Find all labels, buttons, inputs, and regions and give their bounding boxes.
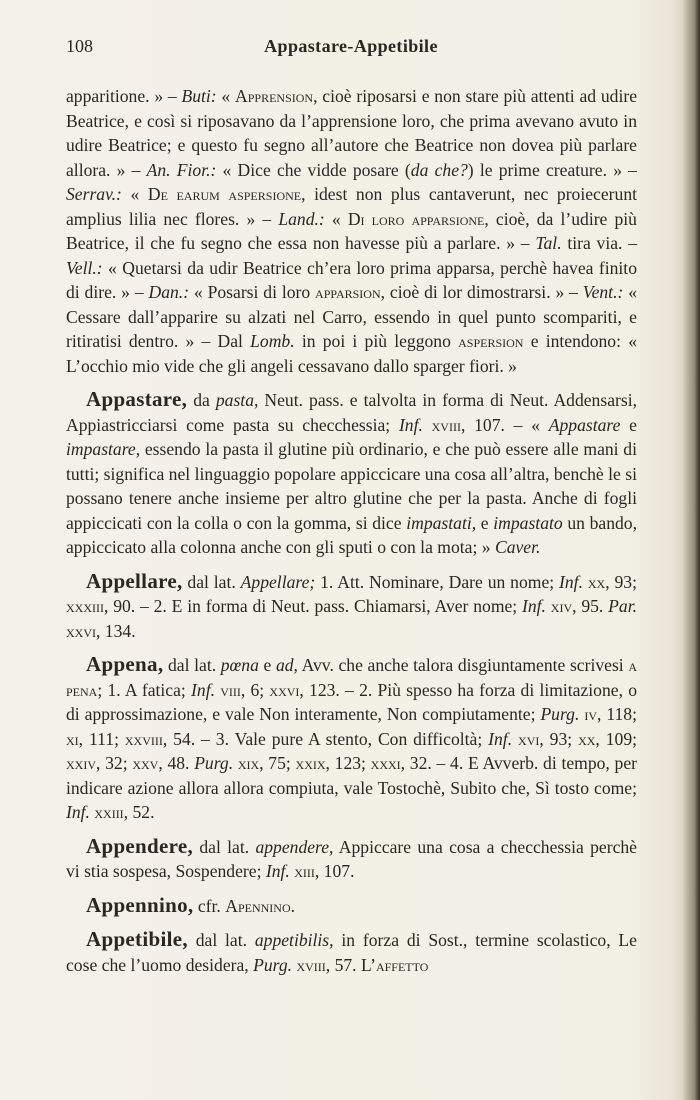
canto-number: xxv	[132, 753, 159, 773]
entry-appellare: Appellare, dal lat. Appellare; 1. Att. Nominare, Dare un nome; Inf. xx, 93; xxxiii, 90. – 2. E in forma di Neut. pass. Chiamarsi, Aver nome; Inf. xiv, 95. Par. xxvi, 134.	[66, 568, 637, 641]
headword: Appellare,	[86, 568, 183, 593]
canto-number: xx	[578, 728, 596, 749]
citation-work: Inf.	[66, 802, 90, 822]
book-spine-shadow	[682, 0, 700, 1100]
citation-work: Inf.	[559, 571, 583, 592]
canto-number: xxix	[295, 753, 326, 773]
source-abbrev: Caver.	[494, 537, 541, 557]
citation-work: Inf.	[191, 679, 215, 700]
headword: Appena,	[86, 652, 164, 676]
canto-number: xxiii	[94, 802, 124, 822]
quoted-term: Di loro apparsione	[347, 208, 485, 229]
source-abbrev: Buti:	[181, 86, 217, 106]
entry-appennino: Appennino, cfr. Apennino.	[86, 892, 296, 917]
canto-number: xxviii	[124, 728, 163, 749]
citation-work: Purg.	[253, 954, 293, 975]
page-header	[66, 36, 636, 60]
source-abbrev: Lomb.	[250, 331, 295, 351]
entry-appendere: Appendere, dal lat. appendere, Appiccare una cosa a checchessia perchè vi stia sospesa, Sospendere; Inf. xiii, 107.	[66, 833, 637, 881]
canto-number: xviii	[431, 414, 461, 435]
canto-number: xiv	[550, 596, 573, 616]
citation-work: Purg.	[194, 753, 234, 773]
canto-number: xxvi	[269, 679, 300, 700]
entry-continuation: apparitione. » – Buti: « Apprension, cioè riposarsi e non stare più attenti ad udire Beatrice, e così si riposavano da l’apprensione loro, che prima avevano avuto in udire Beatrice; e questo fu segno all’autore che Beatrice non dovea più parlare allora. » – An. Fior.: « Dice che vidde posare (da che?) le prime creature. » – Serrav.: « De earum aspersione, idest non plus cantaverunt, nec proiecerunt amplius lilia nec flores. » – Land.: « Di loro apparsione, cioè, da l’udire più Beatrice, il che fu segno che essa non havesse più a parlare. » – Tal. tira via. – Vell.: « Quetarsi da udir Beatrice ch’era loro prima apparsa, perchè havea finito di dire. » – Dan.: « Posarsi di loro apparsion, cioè di lor dimostrarsi. » – Vent.: « Cessare dall’apparire su alzati nel Carro, essendo in quel punto scompariti, e ritiratisi dentro. » – Dal Lomb. in poi i più leggono aspersion e intendono: « L’occhio mio vide che gli angeli cessavano dallo sparger fiori. »	[66, 86, 638, 376]
canto-number: xix	[237, 753, 260, 773]
cross-reference: Apennino	[225, 895, 291, 916]
quoted-term: De earum aspersione	[147, 184, 302, 204]
running-title: Appastare-Appetibile	[264, 36, 438, 56]
entry-appastare: Appastare, da pasta, Neut. pass. e talvolta in forma di Neut. Addensarsi, Appiastricciarsi come pasta su checchessia; Inf. xviii, 107. – « Appastare e impastare, essendo la pasta il glutine più ordinario, e che può essere alle mani di tutti; significa nel linguaggio popolare appiccicare una cosa all’altra, benchè le si possano tenere anche insieme per altro glutine che per la pasta. Anche di fogli appiccicati con la colla o con la gomma, si dice impastati, e impastato un bando, appiccicato alla colonna anche con gli sputi o con la mota; » Caver.	[66, 387, 638, 557]
canto-number: xvi	[518, 728, 540, 749]
headword: Appetibile,	[86, 927, 188, 951]
quoted-term: L’affetto	[360, 954, 429, 975]
page-number: 108	[66, 36, 93, 56]
entry-appena: Appena, dal lat. pœna e ad, Avv. che anche talora disgiuntamente scrivesi a pena; 1. A fatica; Inf. viii, 6; xxvi, 123. – 2. Più spesso ha forza di limitazione, o di approssimazione, e vale Non interamente, Non compiutamente; Purg. iv, 118; xi, 111; xxviii, 54. – 3. Vale pure A stento, Con difficoltà; Inf. xvi, 93; xx, 109; xxiv, 32; xxv, 48. Purg. xix, 75; xxix, 123; xxxi, 32. – 4. E Avverb. di tempo, per indicare azione allora allora compiuta, vale Tostochè, Subito che, Sì tosto come; Inf. xxiii, 52.	[66, 652, 638, 822]
canto-number: xx	[587, 571, 606, 592]
quoted-term: aspersion	[458, 331, 524, 351]
headword: Appennino,	[86, 892, 194, 917]
headword: Appastare,	[86, 387, 188, 411]
source-abbrev: Vent.:	[582, 282, 624, 302]
canto-number: iv	[584, 704, 597, 724]
citation-work: Inf.	[265, 861, 290, 881]
source-abbrev: Land.:	[278, 208, 325, 229]
citation-work: Inf.	[488, 728, 513, 749]
citation-work: Inf.	[522, 596, 546, 616]
source-abbrev: Tal.	[535, 233, 562, 253]
quoted-term: Apprension	[235, 86, 314, 106]
canto-number: xviii	[296, 954, 326, 975]
quoted-term: apparsion	[315, 282, 381, 302]
canto-number: xiii	[294, 861, 315, 881]
headword: Appendere,	[86, 833, 194, 858]
source-abbrev: Serrav.:	[66, 184, 122, 204]
canto-number: xi	[66, 728, 79, 749]
entry-appetibile: Appetibile, dal lat. appetibilis, in forza di Sost., termine scolastico, Le cose che l’uomo desidera, Purg. xviii, 57. L’affetto	[66, 927, 637, 975]
canto-number: xxiv	[66, 753, 96, 773]
source-abbrev: Dan.:	[148, 282, 190, 302]
citation-work: Inf.	[398, 414, 423, 435]
canto-number: xxvi	[66, 620, 96, 641]
citation-work: Purg.	[540, 704, 580, 724]
canto-number: xxxiii	[66, 596, 104, 616]
source-abbrev: Vell.:	[66, 257, 103, 278]
dictionary-text	[66, 84, 637, 977]
citation-work: Par.	[608, 596, 637, 616]
canto-number: xxxi	[370, 753, 401, 773]
source-abbrev: An. Fior.:	[146, 159, 217, 180]
canto-number: viii	[220, 679, 241, 700]
